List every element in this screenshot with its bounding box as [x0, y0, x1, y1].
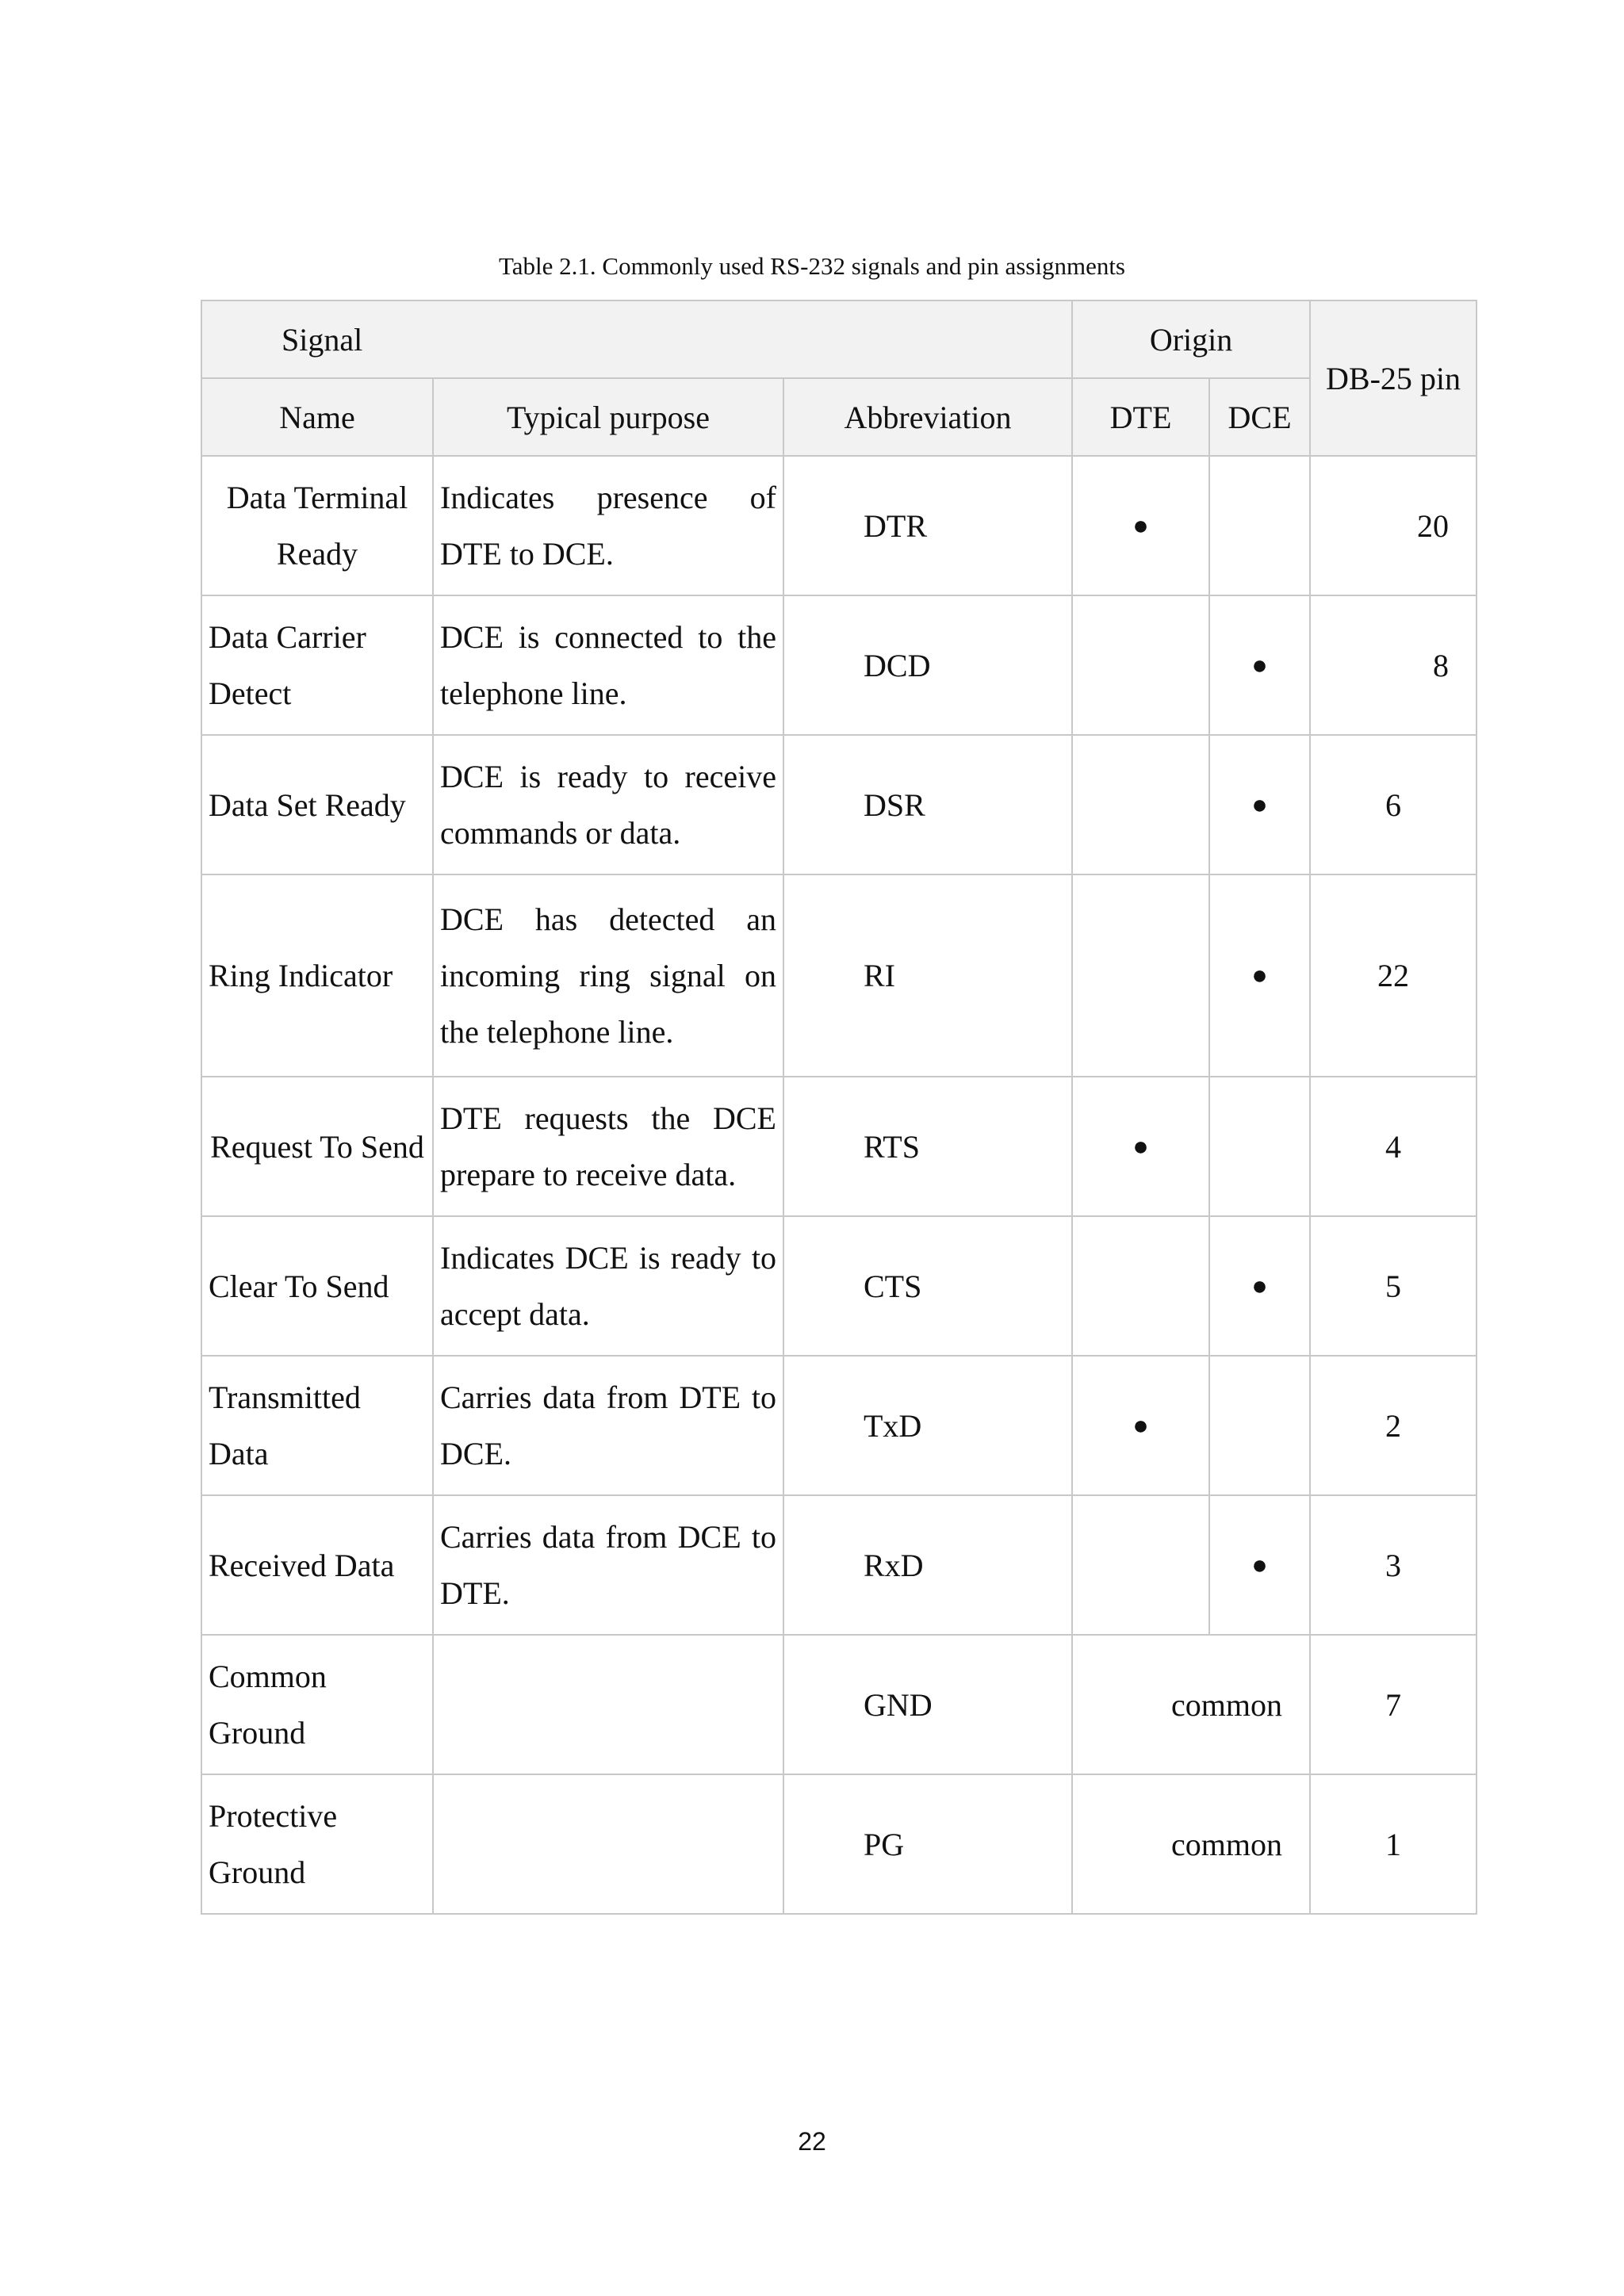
header-name: Name: [201, 378, 433, 456]
dte-origin-dot: ●: [1072, 456, 1209, 595]
page-number: 22: [798, 2127, 826, 2156]
table-caption: Table 2.1. Commonly used RS-232 signals and pin assignments: [498, 252, 1125, 280]
table-row: [201, 1495, 1477, 1635]
signal-name: Received Data: [201, 1495, 433, 1635]
signal-purpose: DCE has detected an incoming ring signal on the telephone line.: [433, 874, 783, 1077]
header-abbreviation: Abbreviation: [783, 378, 1072, 456]
db25-pin: 3: [1310, 1495, 1477, 1635]
db25-pin: 22: [1310, 874, 1477, 1077]
signal-abbreviation: DTR: [783, 456, 1072, 595]
dce-origin-dot: ●: [1209, 1495, 1310, 1635]
table-row: [201, 1635, 1477, 1774]
dte-origin-dot: [1072, 735, 1209, 874]
dce-origin-dot: ●: [1209, 735, 1310, 874]
dce-origin-dot: [1209, 1356, 1310, 1495]
header-db25-pin: DB-25 pin: [1310, 300, 1477, 456]
dte-origin-dot: [1072, 874, 1209, 1077]
rs232-signals-table: [201, 300, 1477, 1915]
signal-purpose: Indicates DCE is ready to accept data.: [433, 1216, 783, 1356]
db25-pin: 5: [1310, 1216, 1477, 1356]
table-row: [201, 595, 1477, 735]
header-typical-purpose: Typical purpose: [433, 378, 783, 456]
dce-origin-dot: ●: [1209, 595, 1310, 735]
signal-abbreviation: DCD: [783, 595, 1072, 735]
table-row: [201, 1216, 1477, 1356]
signal-abbreviation: TxD: [783, 1356, 1072, 1495]
dce-origin-dot: [1209, 1077, 1310, 1216]
dce-origin-dot: ●: [1209, 874, 1310, 1077]
signal-purpose: DTE requests the DCE prepare to receive data.: [433, 1077, 783, 1216]
signal-purpose: [433, 1774, 783, 1914]
header-dce: DCE: [1209, 378, 1310, 456]
signal-abbreviation: PG: [783, 1774, 1072, 1914]
table-row: [201, 456, 1477, 595]
signal-abbreviation: RTS: [783, 1077, 1072, 1216]
origin-common: common: [1072, 1635, 1310, 1774]
dte-origin-dot: [1072, 1216, 1209, 1356]
dte-origin-dot: [1072, 1495, 1209, 1635]
origin-common: common: [1072, 1774, 1310, 1914]
dte-origin-dot: ●: [1072, 1077, 1209, 1216]
db25-pin: 6: [1310, 735, 1477, 874]
dce-origin-dot: [1209, 456, 1310, 595]
signal-abbreviation: RI: [783, 874, 1072, 1077]
signal-abbreviation: DSR: [783, 735, 1072, 874]
signal-purpose: Carries data from DCE to DTE.: [433, 1495, 783, 1635]
db25-pin: 4: [1310, 1077, 1477, 1216]
header-dte: DTE: [1072, 378, 1209, 456]
signal-purpose: [433, 1635, 783, 1774]
db25-pin: 8: [1310, 595, 1477, 735]
dte-origin-dot: ●: [1072, 1356, 1209, 1495]
signal-name-text: Data Carrier Detect: [209, 619, 366, 711]
signal-name: Transmitted Data: [201, 1356, 433, 1495]
signal-abbreviation: CTS: [783, 1216, 1072, 1356]
table-row: [201, 874, 1477, 1077]
table-row: [201, 1356, 1477, 1495]
signal-name: Clear To Send: [201, 1216, 433, 1356]
signal-purpose: Indicates presence of DTE to DCE.: [433, 456, 783, 595]
signal-name: Data Set Ready: [201, 735, 433, 874]
signal-name: Common Ground: [201, 1635, 433, 1774]
subheader-row: [201, 378, 1477, 456]
signal-name: Ring Indicator: [201, 874, 433, 1077]
db25-pin: 1: [1310, 1774, 1477, 1914]
table-row: [201, 735, 1477, 874]
db25-pin: 2: [1310, 1356, 1477, 1495]
signal-abbreviation: RxD: [783, 1495, 1072, 1635]
table-row: [201, 1077, 1477, 1216]
signal-name: [201, 595, 433, 735]
signal-name: Protective Ground: [201, 1774, 433, 1914]
db25-pin: 7: [1310, 1635, 1477, 1774]
signal-purpose: DCE is ready to receive commands or data.: [433, 735, 783, 874]
table-row: [201, 1774, 1477, 1914]
signal-purpose: DCE is connected to the telephone line.: [433, 595, 783, 735]
db25-pin: 20: [1310, 456, 1477, 595]
signal-name: Request To Send: [201, 1077, 433, 1216]
signal-abbreviation: GND: [783, 1635, 1072, 1774]
signal-purpose: Carries data from DTE to DCE.: [433, 1356, 783, 1495]
header-signal: Signal: [201, 300, 1072, 378]
dte-origin-dot: [1072, 595, 1209, 735]
dce-origin-dot: ●: [1209, 1216, 1310, 1356]
header-row: [201, 300, 1477, 378]
header-origin: Origin: [1072, 300, 1310, 378]
signal-name: Data Terminal Ready: [201, 456, 433, 595]
